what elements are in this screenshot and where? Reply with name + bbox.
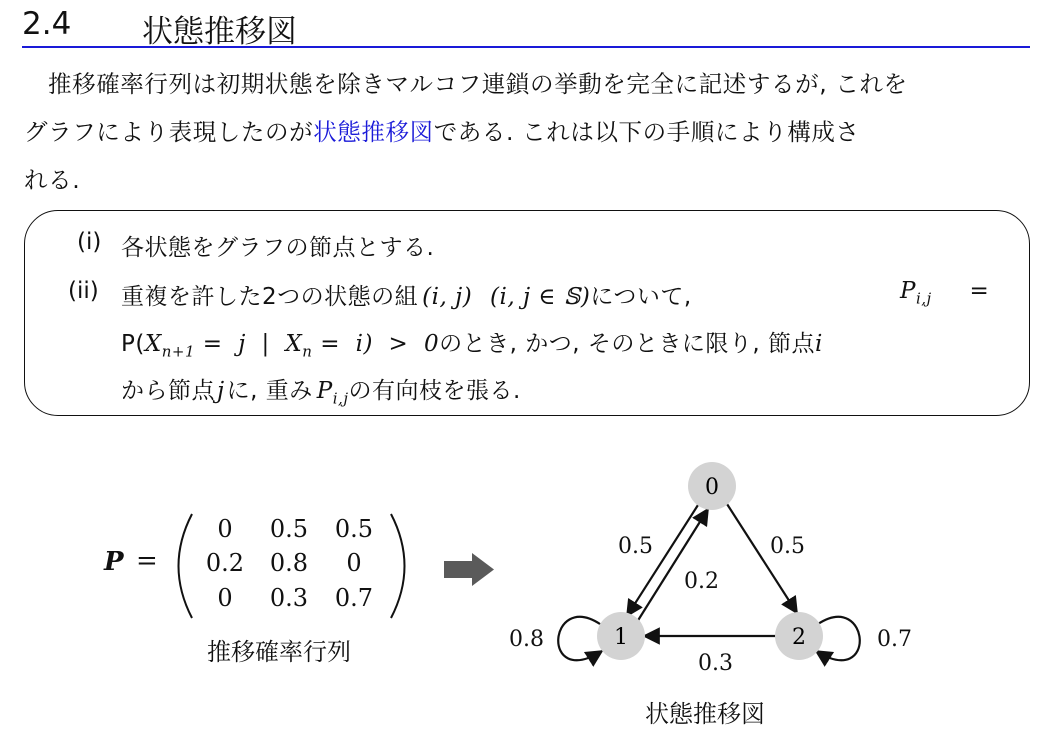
self-loop-1 [558,617,602,660]
matrix-cell: 0.2 [205,549,245,577]
x-subscript: n+1 [161,342,195,361]
paragraph-line-3: れる. [24,166,81,194]
weight-1-to-0: 0.2 [684,569,719,594]
matrix-cell: 0.5 [334,515,374,543]
equals-sign: = [969,278,990,304]
matrix-cell: 0.5 [269,515,309,543]
paragraph-text: グラフにより表現したのが [24,118,314,146]
step-ii-text: に, 重み [226,378,313,404]
matrix-cell: 0 [346,549,362,577]
p-symbol: P [900,278,916,304]
node-2-label: 2 [792,625,806,650]
x-subscript: n [302,342,313,361]
node-0 [688,462,736,510]
node-j: j [217,378,225,404]
node-0-label: 0 [705,475,719,500]
pair-ij: (i, j) [422,284,473,310]
p-symbol: P [316,378,333,404]
step-ii-text: について, [590,284,692,310]
x-symbol: X [144,331,162,357]
p-subscript: i,j [332,389,349,408]
matrix-cell: 0 [217,515,233,543]
step-ii-text: から節点 [121,378,215,404]
state-diagram-link[interactable]: 状態推移図 [313,118,434,146]
node-1-label: 1 [614,625,628,650]
diagram-caption: 状態推移図 [645,700,765,728]
node-i: i [814,331,823,357]
edge-1-to-0 [637,509,708,622]
matrix-symbol: P [104,547,124,577]
prob-operator: P( [121,331,145,357]
node-2 [775,612,823,660]
step-ii-text: 重複を許した2つの状態の組 [121,284,419,310]
paragraph-line-1: 推移確率行列は初期状態を除きマルコフ連鎖の挙動を完全に記述するが, これを [48,70,908,98]
matrix-cell: 0.3 [269,584,309,612]
equals-j-given: = j | [195,331,286,357]
edge-0-to-1 [627,505,698,616]
weight-0-to-1: 0.5 [618,534,653,559]
weight-2-to-1: 0.3 [698,651,733,676]
matrix-caption: 推移確率行列 [207,638,351,666]
matrix-cell: 0.8 [269,549,309,577]
paragraph-text: である. これは以下の手順により構成さ [433,118,860,146]
weight-1-to-1: 0.8 [509,627,544,652]
step-ii-text: の有向枝を張る. [348,378,521,404]
x-symbol: X [285,331,303,357]
matrix-cell: 0 [217,584,233,612]
equals-i-greater-zero: = i) > 0 [312,331,440,357]
step-i-text: 各状態をグラフの節点とする. [121,235,435,261]
step-ii-text: のとき, かつ, そのときに限り, 節点 [439,331,815,357]
condition-ij-in-S: (i, j ∈ 𝕊) [490,284,591,310]
step-ii-label: (ii) [68,278,99,304]
section-title: 状態推移図 [142,14,297,50]
p-subscript: i,j [915,289,932,308]
node-1 [597,612,645,660]
matrix-equals: = [136,546,158,576]
weight-0-to-2: 0.5 [770,534,805,559]
step-i-label: (i) [77,229,102,255]
matrix-cell: 0.7 [334,584,374,612]
section-number: 2.4 [22,6,72,42]
weight-2-to-2: 0.7 [877,627,912,652]
